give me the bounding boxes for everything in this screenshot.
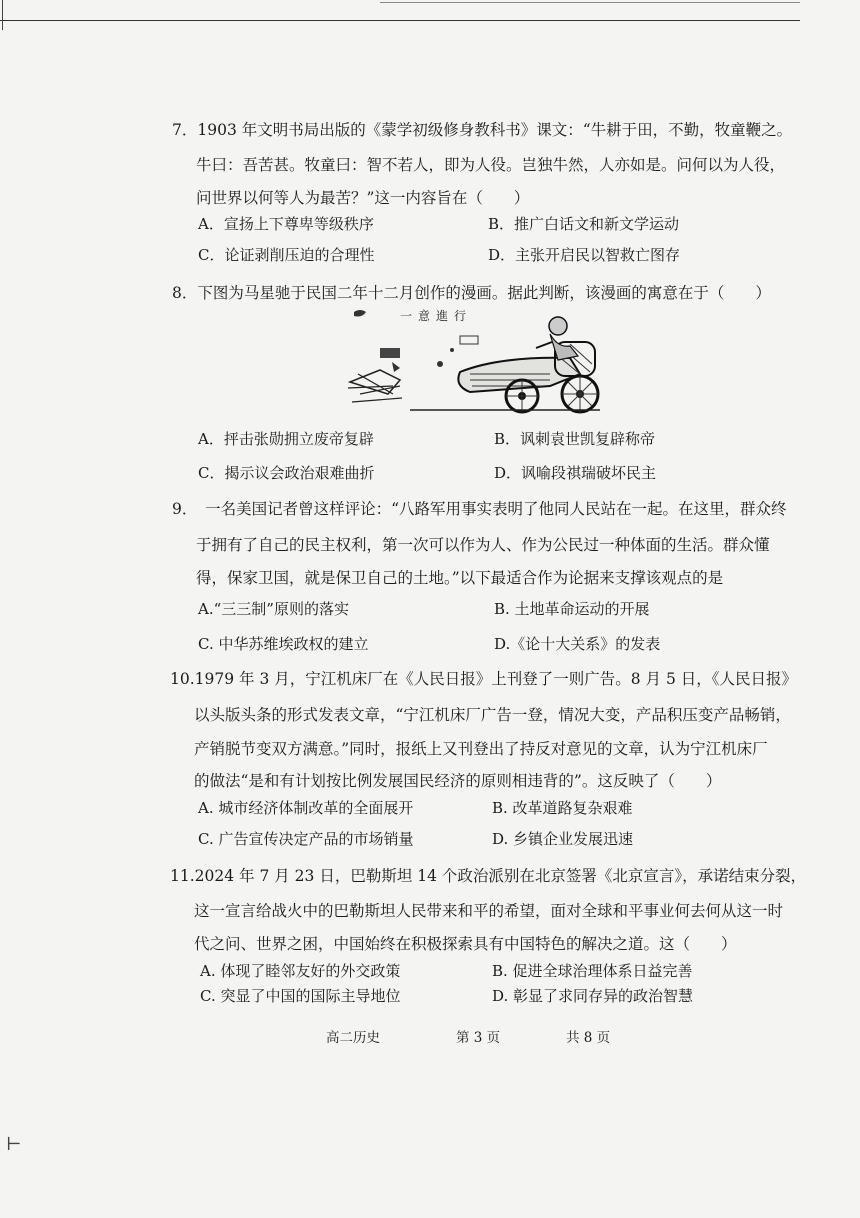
option-b[interactable]: B．讽刺袁世凯复辟称帝 xyxy=(494,430,656,448)
left-edge-mark xyxy=(2,0,3,30)
header-rule xyxy=(0,20,800,21)
option-c[interactable]: C. 突显了中国的国际主导地位 xyxy=(200,987,401,1005)
question-text-line: 这一宣言给战火中的巴勒斯坦人民带来和平的希望，面对全球和平事业何去何从这一时 xyxy=(194,902,784,920)
option-c[interactable]: C．揭示议会政治艰难曲折 xyxy=(198,464,375,482)
option-a[interactable]: A．抨击张勋拥立废帝复辟 xyxy=(198,430,374,448)
question-text-line: 问世界以何等人为最苦？”这一内容旨在（ ） xyxy=(196,189,530,207)
question-text-line: 于拥有了自己的民主权利，第一次可以作为人、作为公民过一种体面的生活。群众懂 xyxy=(196,536,770,554)
question-text-line: 10.1979 年 3 月，宁江机床厂在《人民日报》上刊登了一则广告。8 月 5 日，《人民日报》 xyxy=(170,670,797,688)
option-b[interactable]: B. 土地革命运动的开展 xyxy=(494,600,650,618)
option-b[interactable]: B．推广白话文和新文学运动 xyxy=(488,215,680,233)
cartoon-image xyxy=(340,302,610,420)
option-d[interactable]: D. 彰显了求同存异的政治智慧 xyxy=(492,987,694,1005)
question-text-line: 牛曰：吾苦甚。牧童曰：智不若人，即为人役。岂独牛然，人亦如是。问何以为人役， xyxy=(196,156,786,174)
binding-mark-icon: ⊢ xyxy=(6,1134,22,1155)
question-text-line: 7．1903 年文明书局出版的《蒙学初级修身教科书》课文：“牛耕于田，不勤，牧童鞭之。 xyxy=(172,121,793,139)
option-a[interactable]: A. 体现了睦邻友好的外交政策 xyxy=(200,962,401,980)
question-text-line: 代之问、世界之困，中国始终在积极探索具有中国特色的解决之道。这（ ） xyxy=(194,935,737,953)
option-c[interactable]: C. 中华苏维埃政权的建立 xyxy=(198,635,369,653)
option-b[interactable]: B. 改革道路复杂艰难 xyxy=(492,799,633,817)
top-edge-line xyxy=(380,2,800,3)
option-d[interactable]: D．讽喻段祺瑞破坏民主 xyxy=(494,464,657,482)
question-text-line: 产销脱节变双方满意。”同时，报纸上又刊登出了持反对意见的文章，认为宁江机床厂 xyxy=(194,740,768,758)
question-text-line: 的做法“是和有计划按比例发展国民经济的原则相违背的”。这反映了（ ） xyxy=(194,772,722,790)
footer-subject: 高二历史 xyxy=(326,1030,380,1046)
option-a[interactable]: A.“三三制”原则的落实 xyxy=(198,600,349,618)
option-d[interactable]: D．主张开启民以智救亡图存 xyxy=(488,246,681,264)
question-text-line: 11.2024 年 7 月 23 日，巴勒斯坦 14 个政治派别在北京签署《北京宣言》，承诺结束分裂， xyxy=(170,867,807,885)
option-c[interactable]: C．论证剥削压迫的合理性 xyxy=(198,246,375,264)
option-c[interactable]: C. 广告宣传决定产品的市场销量 xyxy=(198,830,414,848)
question-text-line: 以头版头条的形式发表文章，“宁江机床厂广告一登，情况大变，产品积压变产品畅销， xyxy=(194,706,791,724)
footer-page-number: 第 3 页 xyxy=(456,1030,501,1046)
option-a[interactable]: A. 城市经济体制改革的全面展开 xyxy=(198,799,414,817)
option-b[interactable]: B. 促进全球治理体系日益完善 xyxy=(492,962,693,980)
footer-total-pages: 共 8 页 xyxy=(566,1030,611,1046)
question-text-line: 得，保家卫国，就是保卫自己的土地。”以下最适合作为论据来支撑该观点的是 xyxy=(196,569,724,587)
cartoon-caption: 一意進行 xyxy=(400,309,473,323)
option-d[interactable]: D.《论十大关系》的发表 xyxy=(494,635,661,653)
question-text-line: 9． 一名美国记者曾这样评论：“八路军用事实表明了他同人民站在一起。在这里，群众终 xyxy=(172,500,787,518)
question-text-line: 8．下图为马星驰于民国二年十二月创作的漫画。据此判断，该漫画的寓意在于（ ） xyxy=(172,284,771,302)
option-d[interactable]: D. 乡镇企业发展迅速 xyxy=(492,830,634,848)
option-a[interactable]: A．宣扬上下尊卑等级秩序 xyxy=(198,215,374,233)
